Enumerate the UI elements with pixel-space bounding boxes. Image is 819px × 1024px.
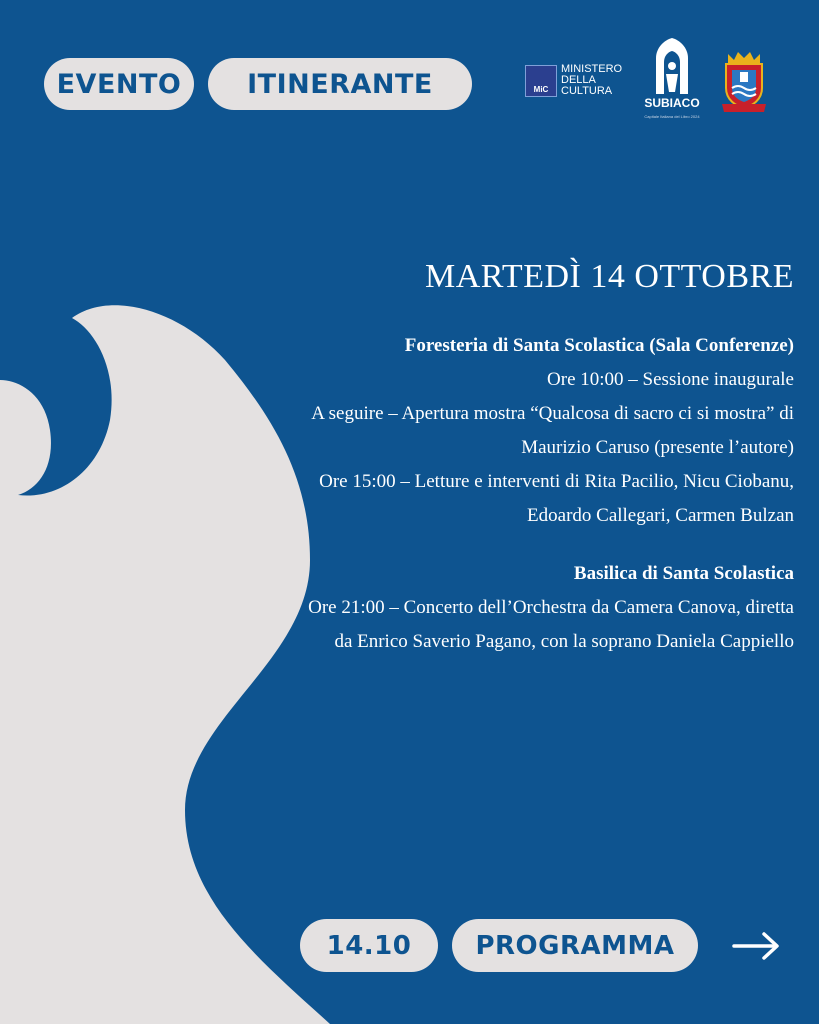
program-line: da Enrico Saverio Pagano, con la soprano Daniela Cappiello <box>334 631 794 652</box>
mic-line: MINISTERO <box>561 63 623 75</box>
municipal-crest-icon <box>718 48 770 114</box>
day-title: MARTEDÌ 14 OTTOBRE <box>425 258 794 295</box>
program-line: Ore 21:00 – Concerto dell’Orchestra da Camera Canova, diretta <box>308 597 794 618</box>
program-line: Ore 15:00 – Letture e interventi di Rita Pacilio, Nicu Ciobanu, <box>319 471 794 492</box>
arrow-right-icon[interactable] <box>732 930 782 962</box>
sponsor-logos <box>520 36 780 126</box>
mic-line: CULTURA <box>561 85 613 97</box>
tag-evento: EVENTO <box>44 58 194 110</box>
subiaco-label: SUBIACO <box>644 96 700 110</box>
mic-text <box>561 64 622 97</box>
event-program <box>234 255 794 659</box>
subiaco-emblem-icon <box>642 36 702 96</box>
ministero-cultura-logo <box>525 64 622 97</box>
venue-title: Basilica di Santa Scolastica <box>573 563 794 584</box>
program-line: Maurizio Caruso (presente l’autore) <box>521 437 794 458</box>
date-tag: 14.10 <box>300 919 438 972</box>
subiaco-logo <box>642 36 702 126</box>
tag-itinerante: ITINERANTE <box>208 58 472 110</box>
program-line: Ore 10:00 – Sessione inaugurale <box>547 369 794 390</box>
programma-tag: PROGRAMMA <box>452 919 698 972</box>
venue-title: Foresteria di Santa Scolastica (Sala Conferenze) <box>404 335 794 356</box>
mic-line: DELLA <box>561 74 596 86</box>
program-line: A seguire – Apertura mostra “Qualcosa di sacro ci si mostra” di <box>311 403 794 424</box>
subiaco-subtitle: Capitale Italiana del Libro 2024 <box>644 114 700 119</box>
program-line: Edoardo Callegari, Carmen Bulzan <box>527 505 794 526</box>
mic-badge: MiC <box>525 65 557 97</box>
